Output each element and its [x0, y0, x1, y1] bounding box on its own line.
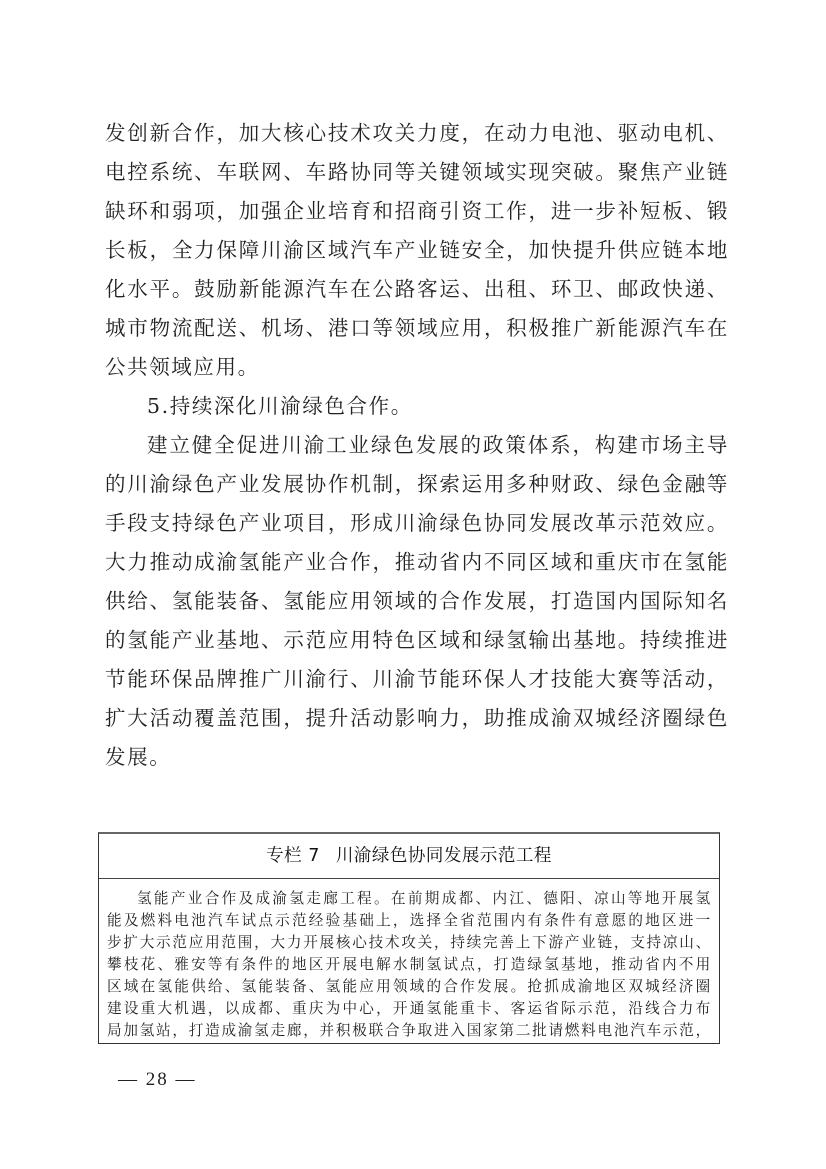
- text-line: 缺环和弱项，加强企业培育和招商引资工作，进一步补短板、锻: [105, 199, 729, 223]
- text-line: 的氢能产业基地、示范应用特色区域和绿氢输出基地。持续推进: [105, 628, 729, 652]
- text-line: 供给、氢能装备、氢能应用领域的合作发展，打造国内国际知名: [105, 589, 729, 613]
- text-line: 的川渝绿色产业发展协作机制，探索运用多种财政、绿色金融等: [105, 472, 729, 496]
- text-line: 公共领域应用。: [105, 355, 260, 379]
- text-line: 化水平。鼓励新能源汽车在公路客运、出租、环卫、邮政快递、: [105, 277, 729, 301]
- box-title: [99, 834, 719, 879]
- box-title-text: 川渝绿色协同发展示范工程: [335, 846, 552, 866]
- section-heading: 5.持续深化川渝绿色合作。: [147, 394, 413, 418]
- box-text-line: 区域在氢能供给、氢能装备、氢能应用领域的合作发展。抢抓成渝地区双城经济圈: [107, 978, 711, 995]
- box-text-line: 氢能产业合作及成渝氢走廊工程。在前期成都、内江、德阳、凉山等地开展氢: [137, 890, 711, 907]
- box-text-line: 攀枝花、雅安等有条件的地区开展电解水制氢试点，打造绿氢基地，推动省内不用: [107, 956, 711, 973]
- text-line: 大力推动成渝氢能产业合作，推动省内不同区域和重庆市在氢能: [105, 550, 729, 574]
- box-body: [99, 879, 719, 1042]
- box-text-line: 局加氢站，打造成渝氢走廊，并积极联合争取进入国家第二批请燃料电池汽车示范，: [107, 1022, 711, 1039]
- box-text-line: 能及燃料电池汽车试点示范经验基础上，选择全省范围内有条件有意愿的地区进一: [107, 912, 711, 929]
- page-number: — 28 —: [118, 1069, 197, 1090]
- text-line: 长板，全力保障川渝区域汽车产业链安全，加快提升供应链本地: [105, 238, 729, 262]
- paragraph-auto-industry: [105, 114, 729, 387]
- text-line: 节能环保品牌推广川渝行、川渝节能环保人才技能大赛等活动，: [105, 667, 729, 691]
- text-line: 手段支持绿色产业项目，形成川渝绿色协同发展改革示范效应。: [105, 511, 729, 535]
- text-line: 发创新合作，加大核心技术攻关力度，在动力电池、驱动电机、: [105, 121, 729, 145]
- main-text: [105, 114, 729, 777]
- box-text-line: 建设重大机遇，以成都、重庆为中心，开通氢能重卡、客运省际示范，沿线合力布: [107, 1000, 711, 1017]
- text-line: 扩大活动覆盖范围，提升活动影响力，助推成渝双城经济圈绿色: [105, 706, 729, 730]
- paragraph-green-cooperation: [105, 426, 729, 777]
- feature-box: [98, 832, 720, 1044]
- text-line: 发展。: [105, 745, 172, 769]
- text-line: 城市物流配送、机场、港口等领域应用，积极推广新能源汽车在: [105, 316, 729, 340]
- box-text-line: 步扩大示范应用范围，大力开展核心技术攻关，持续完善上下游产业链，支持凉山、: [107, 934, 711, 951]
- text-line: 电控系统、车联网、车路协同等关键领域实现突破。聚焦产业链: [105, 160, 729, 184]
- box-title-number: 专栏 7: [266, 846, 320, 866]
- text-line: 建立健全促进川渝工业绿色发展的政策体系，构建市场主导: [147, 433, 729, 457]
